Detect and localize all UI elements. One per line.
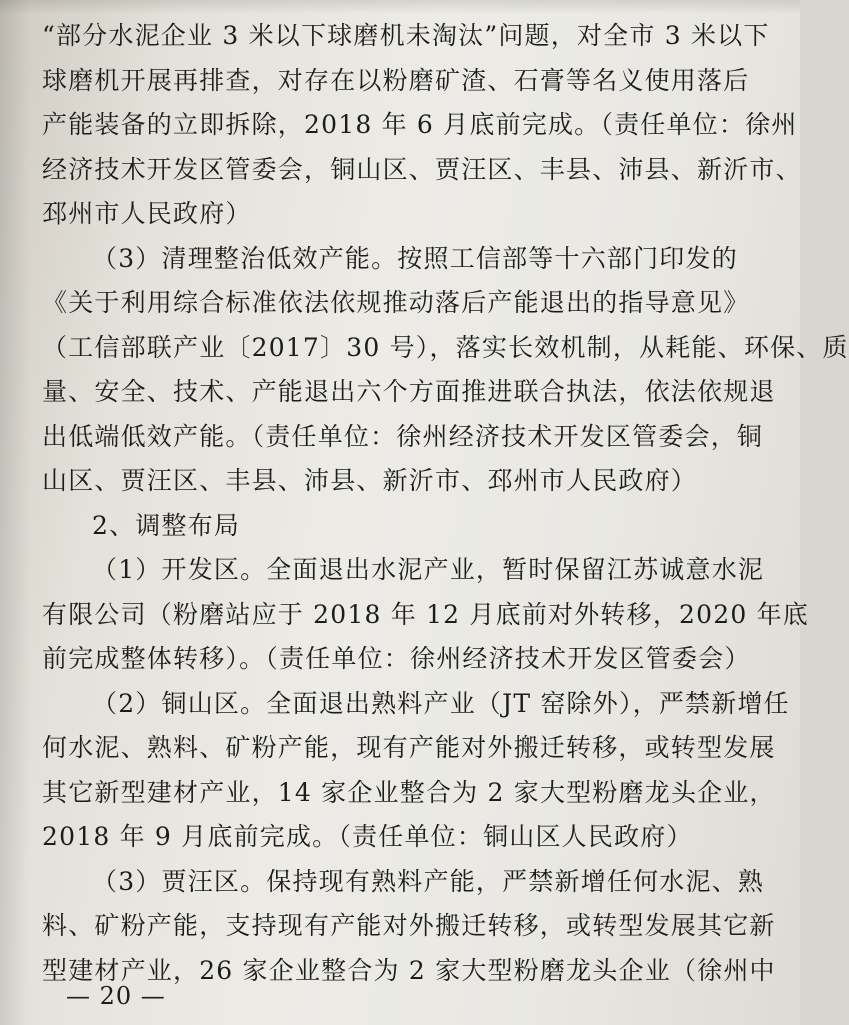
text-line: （工信部联产业〔2017〕30 号），落实长效机制，从耗能、环保、质	[42, 332, 849, 362]
text-line: 料、矿粉产能，支持现有产能对外搬迁转移，或转型发展其它新	[42, 911, 776, 940]
paragraph-start: （3）清理整治低效产能。按照工信部等十六部门印发的	[92, 243, 738, 273]
text-line: 量、安全、技术、产能退出六个方面推进联合执法，依法依规退	[42, 377, 776, 406]
text-line: 前完成整体转移）。（责任单位：徐州经济技术开发区管委会）	[42, 644, 751, 673]
text-line: 出低端低效产能。（责任单位：徐州经济技术开发区管委会，铜	[42, 421, 764, 451]
text-line: 山区、贾汪区、丰县、沛县、新沂市、邳州市人民政府）	[42, 466, 698, 495]
paragraph-start: （2）铜山区。全面退出熟料产业（JT 窑除外），严禁新增任	[92, 688, 790, 718]
text-line: 邳州市人民政府）	[42, 199, 252, 228]
text-line: 其它新型建材产业，14 家企业整合为 2 家大型粉磨龙头企业，	[42, 777, 776, 807]
page-shadow-top	[0, 0, 800, 14]
paragraph-start: （3）贾汪区。保持现有熟料产能，严禁新增任何水泥、熟	[92, 866, 765, 896]
page-shadow-left	[0, 0, 30, 1025]
text-line: 2018 年 9 月底前完成。（责任单位：铜山区人民政府）	[42, 822, 693, 851]
body-text	[42, 14, 849, 993]
text-line: 《关于利用综合标准依法依规推动落后产能退出的指导意见》	[42, 288, 750, 317]
text-line: 型建材产业，26 家企业整合为 2 家大型粉磨龙头企业（徐州中	[42, 955, 776, 985]
text-line: 球磨机开展再排查，对存在以粉磨矿渣、石膏等名义使用落后	[42, 65, 750, 95]
text-line: 有限公司（粉磨站应于 2018 年 12 月底前对外转移，2020 年底	[42, 599, 809, 629]
section-heading: 2、调整布局	[92, 510, 241, 540]
text-line: “部分水泥企业 3 米以下球磨机未淘汰”问题，对全市 3 米以下	[42, 21, 770, 50]
text-line: 何水泥、熟料、矿粉产能，现有产能对外搬迁转移，或转型发展	[42, 733, 776, 762]
paragraph-start: （1）开发区。全面退出水泥产业，暂时保留江苏诚意水泥	[92, 555, 765, 584]
text-line: 产能装备的立即拆除，2018 年 6 月底前完成。（责任单位：徐州	[42, 110, 798, 139]
text-line: 经济技术开发区管委会，铜山区、贾汪区、丰县、沛县、新沂市、	[42, 154, 802, 184]
page-number: — 20 —	[66, 982, 166, 1010]
